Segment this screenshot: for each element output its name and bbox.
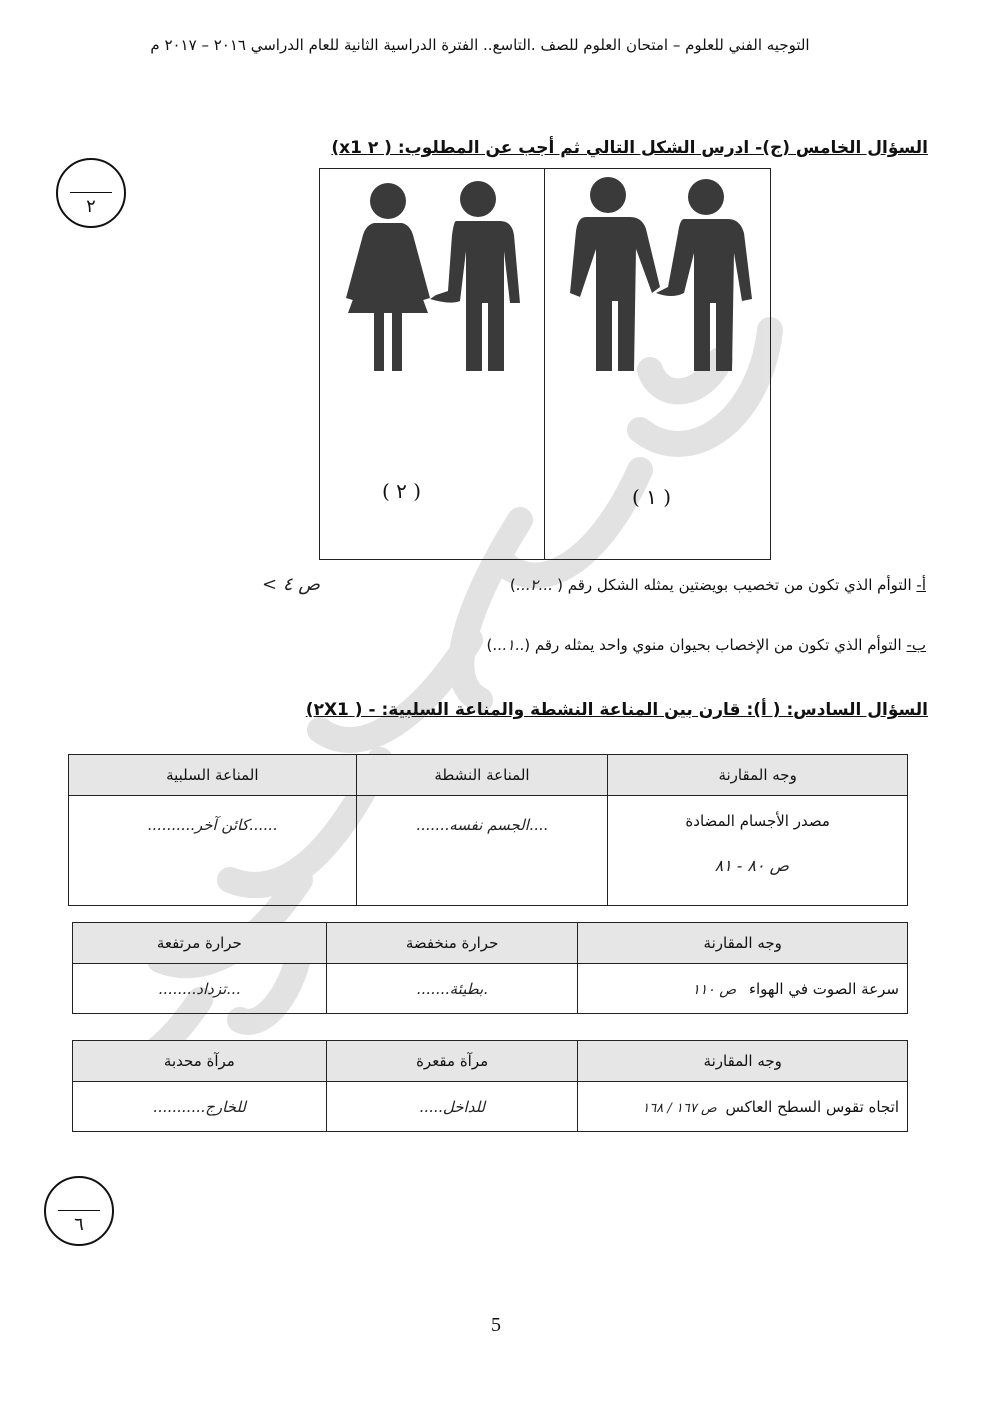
page-reference-note: ص ٨٠ - ٨١ <box>714 856 789 875</box>
score-value: ٢ <box>86 196 96 217</box>
item-b-prefix: ب- <box>906 636 926 654</box>
aspect-text: مصدر الأجسام المضادة <box>685 812 830 830</box>
table-header-row <box>69 755 908 796</box>
score-value: ٦ <box>74 1214 84 1235</box>
page-header: التوجيه الفني للعلوم – امتحان العلوم للصف .التاسع.. الفترة الدراسية الثانية للعام الدراسي ٢٠١٦ – ٢٠١٧ م <box>150 36 810 54</box>
question5-points: ( ٢ x1) <box>331 138 392 158</box>
aspect-text: سرعة الصوت في الهواء <box>748 979 899 998</box>
question5-item-b <box>486 636 926 654</box>
table-header-cell: وجه المقارنة <box>578 923 908 964</box>
item-b-answer: ..١.. <box>497 636 525 654</box>
score-circle-q6 <box>44 1176 114 1246</box>
score-divider <box>58 1210 100 1211</box>
man-icon-right <box>656 179 752 371</box>
question6-label: السؤال السادس <box>793 700 928 720</box>
question5-title <box>331 138 928 158</box>
table-header-cell: حرارة منخفضة <box>326 923 578 964</box>
figure-divider <box>544 169 545 559</box>
question6-instruction: : ( أ): قارن بين المناعة النشطة والمناعة السلبية: - <box>362 700 794 720</box>
question5-label: السؤال الخامس <box>795 138 928 158</box>
table-header-cell: وجه المقارنة <box>608 755 908 796</box>
table-header-cell: حرارة مرتفعة <box>73 923 327 964</box>
item-a-prefix: أ- <box>916 576 926 594</box>
table-header-row <box>73 1041 908 1082</box>
figure-1-pictogram <box>556 169 766 375</box>
table-cell-aspect <box>608 796 908 906</box>
figure-label-2: ( ٢ ) <box>382 479 422 503</box>
question6-points: ( ٢X1) <box>305 700 363 720</box>
table-header-cell: المناعة السلبية <box>69 755 357 796</box>
table-cell-answer: ......كائن آخر.......... <box>69 796 357 906</box>
table-cell-answer: ....الجسم نفسه....... <box>356 796 608 906</box>
table-cell-aspect <box>578 1082 908 1132</box>
comparison-table-sound <box>72 922 908 1014</box>
question5-item-a <box>510 576 926 594</box>
item-a-page-note: ص ٤ > <box>262 574 320 595</box>
twins-figure <box>319 168 771 560</box>
table-cell-answer: للداخل..... <box>326 1082 578 1132</box>
item-a-end: ) <box>509 576 516 594</box>
table-header-cell: المناعة النشطة <box>356 755 608 796</box>
man-icon <box>430 181 520 371</box>
comparison-table-immunity <box>68 754 908 906</box>
page-reference-note: ص ١٦٧ / ١٦٨ <box>642 1100 717 1116</box>
table-header-row <box>73 923 908 964</box>
table-header-cell: مرآة محدبة <box>73 1041 327 1082</box>
table-row <box>73 964 908 1014</box>
table-header-cell: وجه المقارنة <box>578 1041 908 1082</box>
aspect-text: اتجاه تقوس السطح العاكس <box>725 1097 899 1116</box>
figure-label-1: ( ١ ) <box>632 485 672 509</box>
item-b-end: .) <box>486 636 498 654</box>
question6-title <box>306 700 928 720</box>
table-row <box>69 796 908 906</box>
table-cell-answer: ...تزداد........ <box>73 964 327 1014</box>
woman-icon <box>346 183 430 371</box>
table-row <box>73 1082 908 1132</box>
item-a-text: التوأم الذي تكون من تخصيب بويضتين يمثله الشكل رقم ( <box>552 576 917 594</box>
item-b-text: التوأم الذي تكون من الإخصاب بحيوان منوي واحد يمثله رقم ( <box>524 636 907 654</box>
score-divider <box>70 192 112 193</box>
table-cell-aspect <box>578 964 908 1014</box>
page-number: 5 <box>491 1314 501 1336</box>
page-reference-note: ص ١١٠ <box>692 981 737 998</box>
score-circle-q5 <box>56 158 126 228</box>
question5-instruction: (ج)- ادرس الشكل التالي ثم أجب عن المطلوب: <box>391 138 796 158</box>
table-cell-answer: .بطيئة....... <box>326 964 578 1014</box>
table-cell-answer: للخارج........... <box>73 1082 327 1132</box>
man-icon-left <box>570 177 660 371</box>
item-a-answer: ...٢... <box>515 576 553 594</box>
figure-2-pictogram <box>340 173 530 373</box>
comparison-table-mirrors <box>72 1040 908 1132</box>
table-header-cell: مرآة مقعرة <box>326 1041 578 1082</box>
